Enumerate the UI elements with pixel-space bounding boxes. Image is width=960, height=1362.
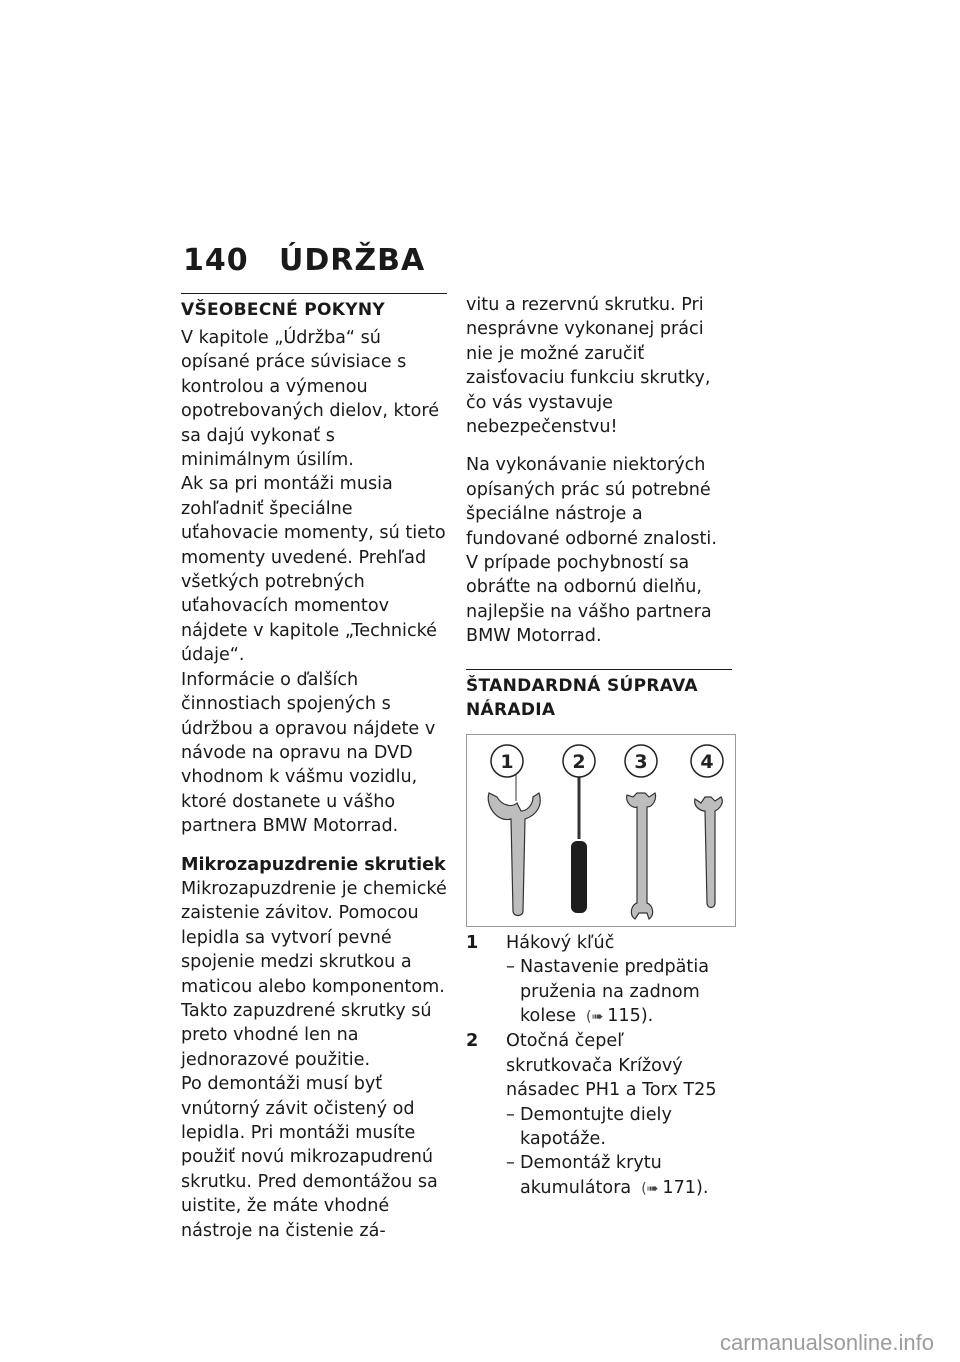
paragraph: Informácie o ďalších činnostiach spojených s údržbou a opravou nájdete v návode na opravu na DVD vhodnom k vášmu vozidlu, ktoré dostanete u vášho partnera BMW Motorrad. — [181, 669, 436, 837]
page-header — [183, 243, 425, 278]
subitem-text: Demontujte diely kapotáže. — [520, 1104, 672, 1149]
open-end-wrench — [625, 745, 657, 919]
legend-title: Hákový kľúč — [506, 932, 615, 953]
legend-title: Otočná čepeľ skrutkovača Krížový násadec PH1 a Torx T25 — [506, 1031, 717, 1101]
figure-label-4: 4 — [700, 750, 714, 773]
page-number: 140 — [183, 243, 249, 278]
paragraph: Po demontáži musí byť vnútorný závit očistený od lepidla. Pri montáži musíte použiť novú mikrozapudrenú skrutku. Pred demontážou sa uistite, že máte vhodné nástroje na čistenie zá- — [181, 1074, 438, 1241]
subsection-title: Mikrozapuzdrenie skrutiek — [181, 854, 446, 875]
subitem-text: Demontáž krytu akumulátora — [520, 1153, 662, 1198]
page-ref-arrow-icon: (➠ — [641, 1180, 659, 1197]
section-title-general: VŠEOBECNÉ POKYNY — [181, 300, 386, 320]
section-title-toolkit: ŠTANDARDNÁ SÚPRAVA NÁRADIA — [466, 675, 698, 720]
left-column — [181, 293, 447, 1243]
toolkit-illustration — [467, 735, 735, 926]
legend-subitem: – Demontáž krytu akumulátora (➠ 171). — [506, 1151, 732, 1201]
page-ref-arrow-icon: (➠ — [586, 1008, 604, 1025]
toolkit-figure — [466, 734, 736, 927]
screwdriver — [563, 745, 595, 913]
hook-wrench — [488, 745, 540, 916]
paragraph: Mikrozapuzdrenie je chemické zaistenie závitov. Pomocou lepidla sa vytvorí pevné spojenie medzi skrutkou a maticou alebo komponentom. Takto zapuzdrené skrutky sú preto vhodné len na jednorazové použitie. — [181, 878, 447, 1070]
figure-label-3: 3 — [634, 750, 648, 773]
open-end-wrench-2 — [691, 745, 723, 908]
watermark: carmanualsonline.info — [719, 1330, 934, 1355]
legend-subitem: – Nastavenie predpätia pruženia na zadnom kolese (➠ 115). — [506, 955, 732, 1029]
legend-item — [466, 931, 732, 955]
legend-number: 2 — [466, 1031, 479, 1052]
page-ref[interactable]: 171). — [662, 1177, 709, 1198]
right-column — [466, 293, 732, 1201]
legend-number: 1 — [466, 932, 479, 953]
chapter-title: ÚDRŽBA — [279, 243, 426, 278]
subitem-text: Nastavenie predpätia pruženia na zadnom kolese — [520, 957, 710, 1026]
section-rule — [181, 293, 447, 294]
legend-subitem: – Demontujte diely kapotáže. — [506, 1103, 732, 1152]
legend-item — [466, 1029, 732, 1102]
page-ref[interactable]: 115). — [607, 1005, 654, 1026]
paragraph: V kapitole „Údržba“ sú opísané práce súvisiace s kontrolou a výmenou opotrebovaných dielov, ktoré sa dajú vykonať s minimálnym úsilím. — [181, 328, 440, 471]
paragraph: vitu a rezervnú skrutku. Pri nesprávne vykonanej práci nie je možné zaručiť zaisťovaciu funkciu skrutky, čo vás vystavuje nebezpečenstvu! — [466, 295, 711, 438]
toolkit-legend — [466, 931, 732, 1201]
section-rule — [466, 669, 732, 670]
figure-label-2: 2 — [572, 750, 586, 773]
paragraph: Na vykonávanie niektorých opísaných prác sú potrebné špeciálne nástroje a fundované odborné znalosti. V prípade pochybností sa obráťte na odbornú dielňu, najlepšie na vášho partnera BMW Motorrad. — [466, 455, 717, 647]
paragraph: Ak sa pri montáži musia zohľadniť špeciálne uťahovacie momenty, sú tieto momenty uvedené. Prehľad všetkých potrebných uťahovacích momentov nájdete v kapitole „Technické údaje“. — [181, 474, 446, 666]
figure-label-1: 1 — [500, 750, 514, 773]
